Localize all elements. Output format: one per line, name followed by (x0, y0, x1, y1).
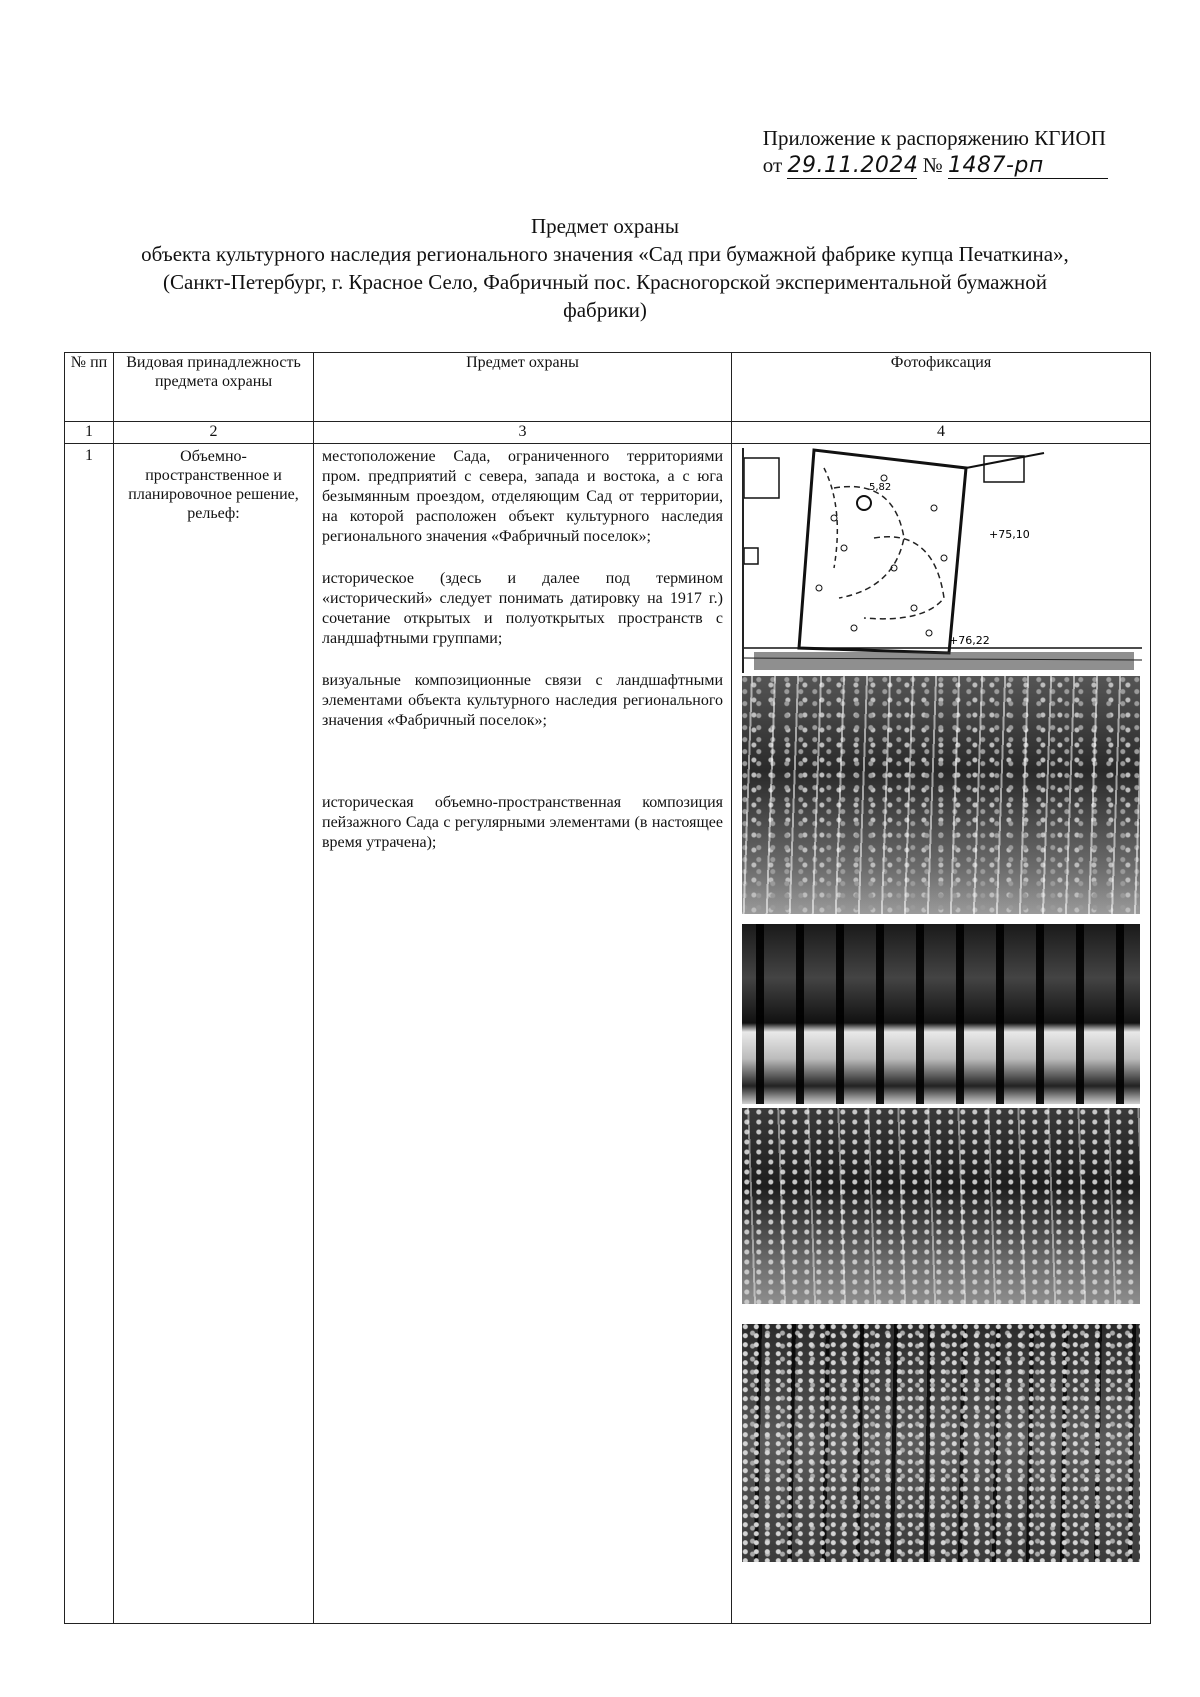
column-number: 2 (114, 422, 314, 444)
row-subjects (314, 444, 732, 1624)
row-photos (732, 444, 1151, 1624)
from-prefix: от (762, 153, 783, 177)
header-kind: Видовая принадлежность предмета охраны (114, 353, 314, 422)
subject-item: историческое (здесь и далее под термином «исторический» следует понимать датировку на 1917 г.) сочетание открытых и полуоткрытых пространств с ландшафтными группами; (322, 570, 723, 647)
forest-photo-2-winter (742, 924, 1140, 1104)
site-map-image (742, 448, 1142, 673)
table-row (65, 444, 1151, 1624)
order-date: 29.11.2024 (787, 153, 919, 178)
site-map-drawing (744, 448, 1142, 673)
row-number: 1 (65, 444, 114, 1624)
subject-item: визуальные композиционные связи с ландшафтными элементами объекта культурного наследия регионального значения «Фабричный поселок»; (322, 672, 723, 729)
forest-photo-3 (742, 1108, 1140, 1304)
title-line-2: объекта культурного наследия регионального значения «Сад при бумажной фабрике купца Печаткина», (141, 242, 1069, 266)
map-label: 5,82 (869, 482, 892, 493)
number-prefix: № (922, 153, 943, 177)
protection-subject-table (64, 352, 1151, 1624)
table-header-row (65, 353, 1151, 422)
forest-photo-1 (742, 676, 1140, 914)
order-number: 1487-рп (948, 153, 1044, 178)
title-line-4: фабрики) (563, 298, 647, 322)
order-number-field (948, 153, 1108, 179)
header-subject: Предмет охраны (314, 353, 732, 422)
column-number: 3 (314, 422, 732, 444)
subject-item: историческая объемно-пространственная композиция пейзажного Сада с регулярными элементами (в настоящее время утрачена); (322, 794, 723, 851)
appendix-title: Приложение к распоряжению КГИОП (762, 126, 1106, 150)
subject-item: местоположение Сада, ограниченного территориями пром. предприятий с севера, запада и востока, а с юга безымянным проездом, отделяющим Сад от территории, на которой расположен объект культурного наследия регионального значения «Фабричный поселок»; (322, 448, 723, 545)
document-title (60, 212, 1150, 324)
forest-photo-4 (742, 1324, 1140, 1562)
header-photo: Фотофиксация (732, 353, 1151, 422)
column-number: 1 (65, 422, 114, 444)
order-ref-line (763, 153, 1108, 179)
column-number: 4 (732, 422, 1151, 444)
order-date-field (787, 153, 917, 179)
header-number: № пп (65, 353, 114, 422)
row-kind: Объемно-пространственное и планировочное решение, рельеф: (114, 444, 314, 1624)
photo-column (732, 444, 1150, 1623)
appendix-header (763, 126, 1108, 179)
map-label: +76,22 (949, 634, 990, 647)
map-label: +75,10 (989, 528, 1030, 541)
column-number-row (65, 422, 1151, 444)
title-line-3: (Санкт-Петербург, г. Красное Село, Фабричный пос. Красногорской экспериментальной бумажной (163, 270, 1047, 294)
title-line-1: Предмет охраны (530, 214, 680, 238)
